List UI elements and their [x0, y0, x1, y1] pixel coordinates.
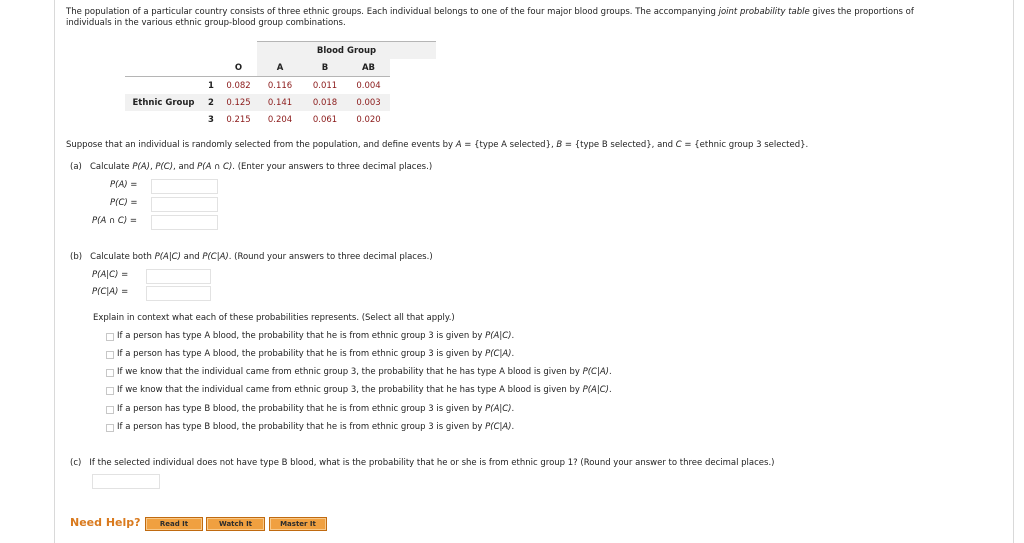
option-text-4 — [117, 385, 612, 396]
blood-group-title: Blood Group — [257, 42, 436, 60]
event-a-def: = {type A selected}, — [461, 140, 557, 150]
part-a-sep1: , — [149, 162, 156, 172]
option-expr: P(A|C) — [485, 331, 512, 341]
pa-label: P(A) = — [110, 180, 138, 190]
col-header-a: A — [257, 59, 303, 77]
table-cell: 0.020 — [356, 114, 381, 125]
pc-given-a-label: P(C|A) = — [92, 287, 129, 297]
part-a-text: Calculate — [89, 162, 133, 172]
event-c: C — [675, 140, 682, 150]
option-text-3 — [117, 367, 612, 378]
table-cell: 0.141 — [267, 97, 293, 108]
option-expr: P(A|C) — [582, 385, 609, 395]
pa-given-c-input[interactable] — [146, 269, 211, 284]
event-b-def: = {type B selected}, and — [562, 140, 676, 150]
table-row — [125, 94, 436, 111]
option-expr: P(C|A) — [485, 349, 512, 359]
option-text: If we know that the individual came from ethnic group 3, the probability that he has type A blood is given by — [117, 367, 583, 377]
pa-given-c-label: P(A|C) = — [92, 270, 129, 280]
option-text: If a person has type B blood, the probability that he is from ethnic group 3 is given by — [117, 404, 486, 414]
option-checkbox-5[interactable] — [106, 406, 114, 414]
table-cell: 0.018 — [312, 97, 338, 108]
part-a-text-post: . (Enter your answers to three decimal places.) — [232, 162, 433, 172]
option-checkbox-2[interactable] — [106, 351, 114, 359]
option-text-6 — [117, 422, 514, 433]
pa-input[interactable] — [151, 179, 218, 194]
table-cell: 0.082 — [220, 77, 257, 95]
pac-label: P(A ∩ C) = — [92, 216, 137, 226]
explain-instruction: Explain in context what each of these probabilities represents. (Select all that apply.) — [93, 313, 455, 323]
pac-expr: P(A ∩ C) — [197, 162, 233, 172]
col-header-o: O — [234, 62, 243, 73]
option-end: . — [511, 331, 515, 341]
pa-expr: P(A) — [132, 162, 150, 172]
table-cell: 0.204 — [267, 114, 293, 125]
need-help-label: Need Help? — [70, 516, 141, 529]
col-header-b: B — [303, 59, 347, 77]
part-b-text-post: . (Round your answers to three decimal places.) — [228, 252, 433, 262]
row-label: 3 — [208, 114, 214, 125]
option-end: . — [608, 367, 612, 377]
option-text: If a person has type A blood, the probability that he is from ethnic group 3 is given by — [117, 349, 486, 359]
read-it-button[interactable]: Read It — [145, 517, 203, 531]
option-expr: P(C|A) — [582, 367, 609, 377]
table-cell: 0.215 — [226, 114, 251, 125]
option-end: . — [608, 385, 612, 395]
ethnic-group-label: Ethnic Group — [132, 97, 195, 108]
watch-it-button[interactable]: Watch It — [206, 517, 265, 531]
option-text-5 — [117, 404, 514, 415]
intro-paragraph — [66, 7, 1006, 29]
event-b: B — [556, 140, 563, 150]
event-a: A — [455, 140, 462, 150]
pc-label: P(C) = — [110, 198, 138, 208]
pc-expr: P(C) — [155, 162, 174, 172]
option-end: . — [511, 404, 515, 414]
part-a-sep2: , and — [173, 162, 198, 172]
part-c-input[interactable] — [92, 474, 160, 489]
part-b-text: Calculate both — [90, 252, 155, 262]
option-expr: P(C|A) — [485, 422, 512, 432]
intro-emphasis: joint probability table — [718, 7, 810, 17]
option-text: If a person has type A blood, the probability that he is from ethnic group 3 is given by — [117, 331, 486, 341]
option-text: If a person has type B blood, the probability that he is from ethnic group 3 is given by — [117, 422, 486, 432]
option-text-2 — [117, 349, 514, 360]
row-label: 1 — [202, 77, 220, 95]
table-cell: 0.003 — [356, 97, 381, 108]
part-b-question — [70, 252, 433, 263]
part-c-question — [70, 458, 774, 469]
table-cell: 0.004 — [347, 77, 390, 95]
option-text-1 — [117, 331, 514, 342]
suppose-sentence — [66, 140, 808, 151]
option-checkbox-1[interactable] — [106, 333, 114, 341]
option-end: . — [511, 422, 515, 432]
option-expr: P(A|C) — [485, 404, 512, 414]
part-a-label: (a) — [70, 162, 82, 172]
option-checkbox-3[interactable] — [106, 369, 114, 377]
intro-text-line2: individuals in the various ethnic group-blood group combinations. — [66, 18, 346, 28]
joint-probability-table — [125, 41, 436, 128]
part-b-label: (b) — [70, 252, 83, 262]
master-it-button[interactable]: Master It — [269, 517, 327, 531]
pc-input[interactable] — [151, 197, 218, 212]
part-a-question — [70, 162, 432, 173]
pac-input[interactable] — [151, 215, 218, 230]
table-cell: 0.061 — [312, 114, 338, 125]
part-b-and: and — [180, 252, 203, 262]
option-checkbox-4[interactable] — [106, 387, 114, 395]
table-cell: 0.116 — [257, 77, 303, 95]
table-cell: 0.125 — [226, 97, 251, 108]
suppose-text: Suppose that an individual is randomly selected from the population, and define events by — [66, 140, 456, 150]
pc-given-a-expr: P(C|A) — [202, 252, 229, 262]
option-checkbox-6[interactable] — [106, 424, 114, 432]
table-row — [125, 77, 436, 95]
part-c-text: If the selected individual does not have type B blood, what is the probability that he or she is from ethnic group 1? (Round your answer to three decimal places.) — [89, 458, 775, 468]
row-label: 2 — [208, 97, 214, 108]
option-text: If we know that the individual came from ethnic group 3, the probability that he has type A blood is given by — [117, 385, 583, 395]
option-end: . — [511, 349, 515, 359]
event-c-def: = {ethnic group 3 selected}. — [681, 140, 809, 150]
part-c-label: (c) — [70, 458, 82, 468]
table-cell: 0.011 — [303, 77, 347, 95]
col-header-ab: AB — [347, 59, 390, 77]
pc-given-a-input[interactable] — [146, 286, 211, 301]
pa-given-c-expr: P(A|C) — [154, 252, 181, 262]
table-row — [125, 111, 436, 128]
intro-text: The population of a particular country consists of three ethnic groups. Each individual belongs to one of the four major blood groups. The accompanying — [66, 7, 716, 17]
intro-text-end: gives the proportions of — [809, 7, 914, 17]
